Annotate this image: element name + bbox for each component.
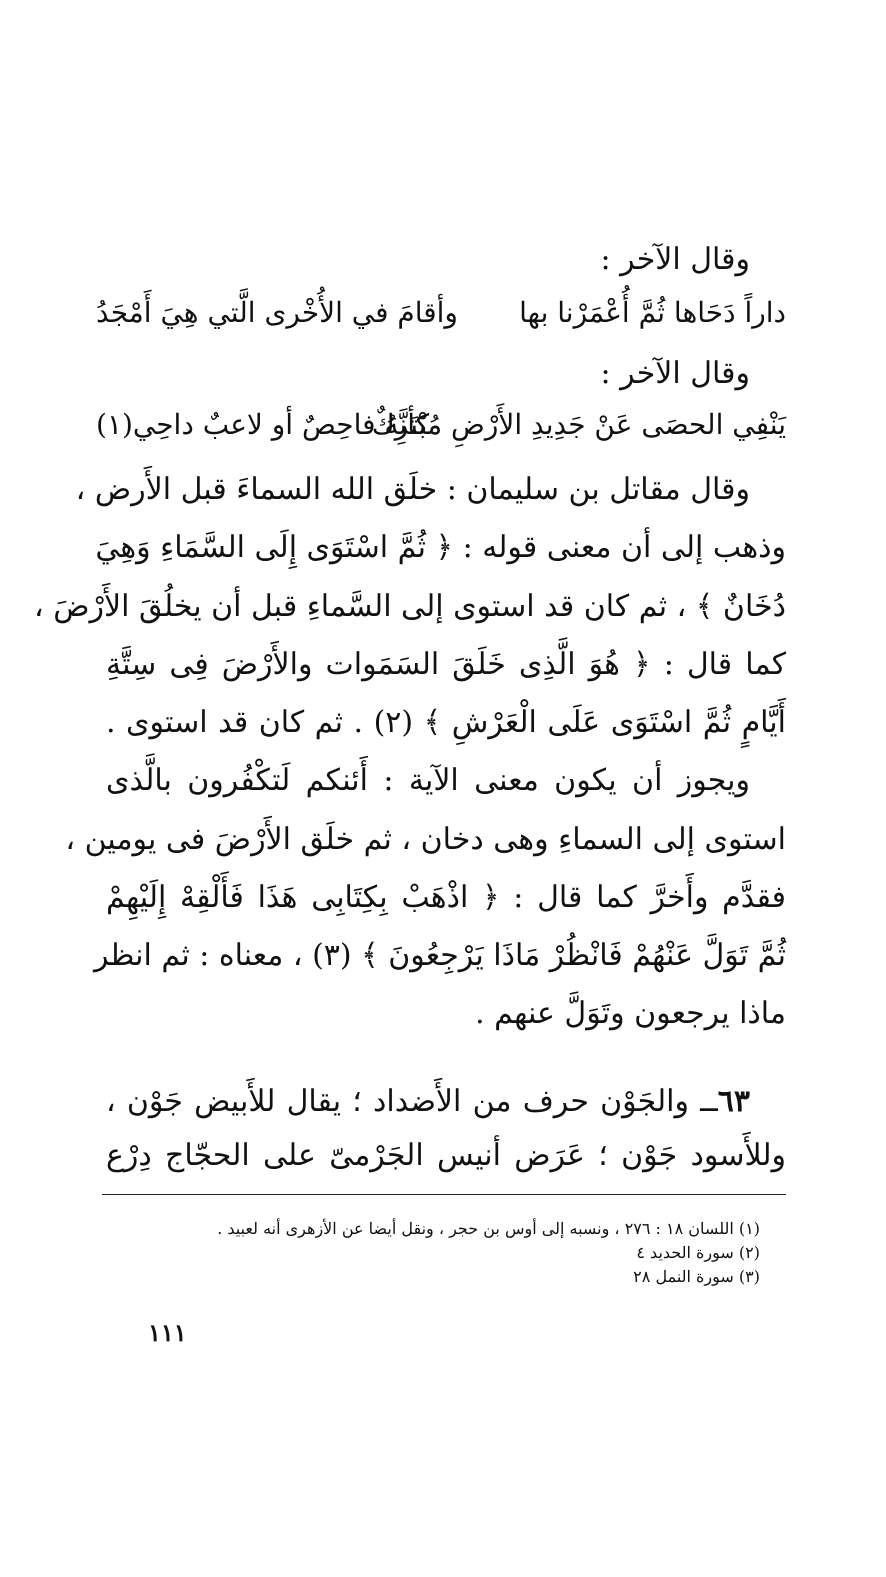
footnote-separator xyxy=(102,1194,786,1195)
body-line: ويجوز أن يكون معنى الآية : أَئنكم لَتكْفُرون بالَّذى xyxy=(106,763,750,798)
page-number: ١١١ xyxy=(148,1318,187,1347)
verse-second-hemistich: كأنَّهُ فاحِصٌ أو لاعبٌ داحِي(١) xyxy=(96,408,430,441)
body-line: أَيَّامٍ ثُمَّ اسْتَوَى عَلَى الْعَرْشِ ﴾ (٢) . ثم كان قد استوى . xyxy=(106,705,786,740)
body-line: وذهب إلى أن معنى قوله : ﴿ ثُمَّ اسْتَوَى إِلَى السَّمَاءِ وَهِيَ xyxy=(95,530,786,565)
body-line: وقال مقاتل بن سليمان : خلَق الله السماءَ قبل الأَرض ، xyxy=(75,472,750,507)
body-line: فقدَّم وأَخرَّ كما قال : ﴿ اذْهَبْ بِكِتَابِى هَذَا فَأَلْقِهْ إِلَيْهِمْ xyxy=(106,880,786,915)
body-line: ثُمَّ تَوَلَّ عَنْهُمْ فَانْظُرْ مَاذَا يَرْجِعُونَ ﴾ (٣) ، معناه : ثم انظر xyxy=(93,938,786,973)
body-line: كما قال : ﴿ هُوَ الَّذِى خَلَقَ السَمَوات والأَرْضَ فِى سِتَّةِ xyxy=(106,647,786,682)
footnote: (١) اللسان ١٨ : ٢٧٦ ، ونسبه إلى أوس بن حجر ، ونقل أيضا عن الأزهرى أنه لعبيد . xyxy=(217,1219,760,1238)
body-line: دُخَانٌ ﴾ ، ثم كان قد استوى إلى السَّماءِ قبل أن يخلُقَ الأَرْضَ ، xyxy=(33,589,786,624)
verse-second-hemistich: وأقامَ في الأُخْرى الَّتي هِيَ أَمْجَدُ xyxy=(96,296,458,329)
entry-heading-line xyxy=(106,1082,750,1122)
entry-number: ٦٣ xyxy=(717,1084,750,1119)
footnote: (٢) سورة الحديد ٤ xyxy=(636,1243,760,1262)
verse-first-hemistich: داراً دَحَاها ثُمَّ أُعْمَرْنا بها xyxy=(519,296,786,329)
poetry-verse xyxy=(96,405,786,445)
footnote: (٣) سورة النمل ٢٨ xyxy=(633,1267,760,1286)
body-line: ماذا يرجعون وتَوَلَّ عنهم . xyxy=(475,996,786,1031)
body-line: استوى إلى السماءِ وهى دخان ، ثم خلَق الأَرْضَ فى يومين ، xyxy=(65,822,786,857)
verse-intro: وقال الآخر : xyxy=(600,242,750,277)
body-line: وللأَسود جَوْن ؛ عَرَض أنيس الجَرْمىّ على الحجّاج دِرْع xyxy=(106,1138,786,1173)
verse-first-hemistich: يَنْفِي الحصَى عَنْ جَدِيدِ الأَرْضِ مُبْتَرِكٌ xyxy=(371,408,786,441)
entry-text: ــ والجَوْن حرف من الأَضداد ؛ يقال للأَبيض جَوْن ، xyxy=(106,1084,718,1119)
poetry-verse xyxy=(96,293,786,333)
verse-intro: وقال الآخر : xyxy=(600,356,750,391)
